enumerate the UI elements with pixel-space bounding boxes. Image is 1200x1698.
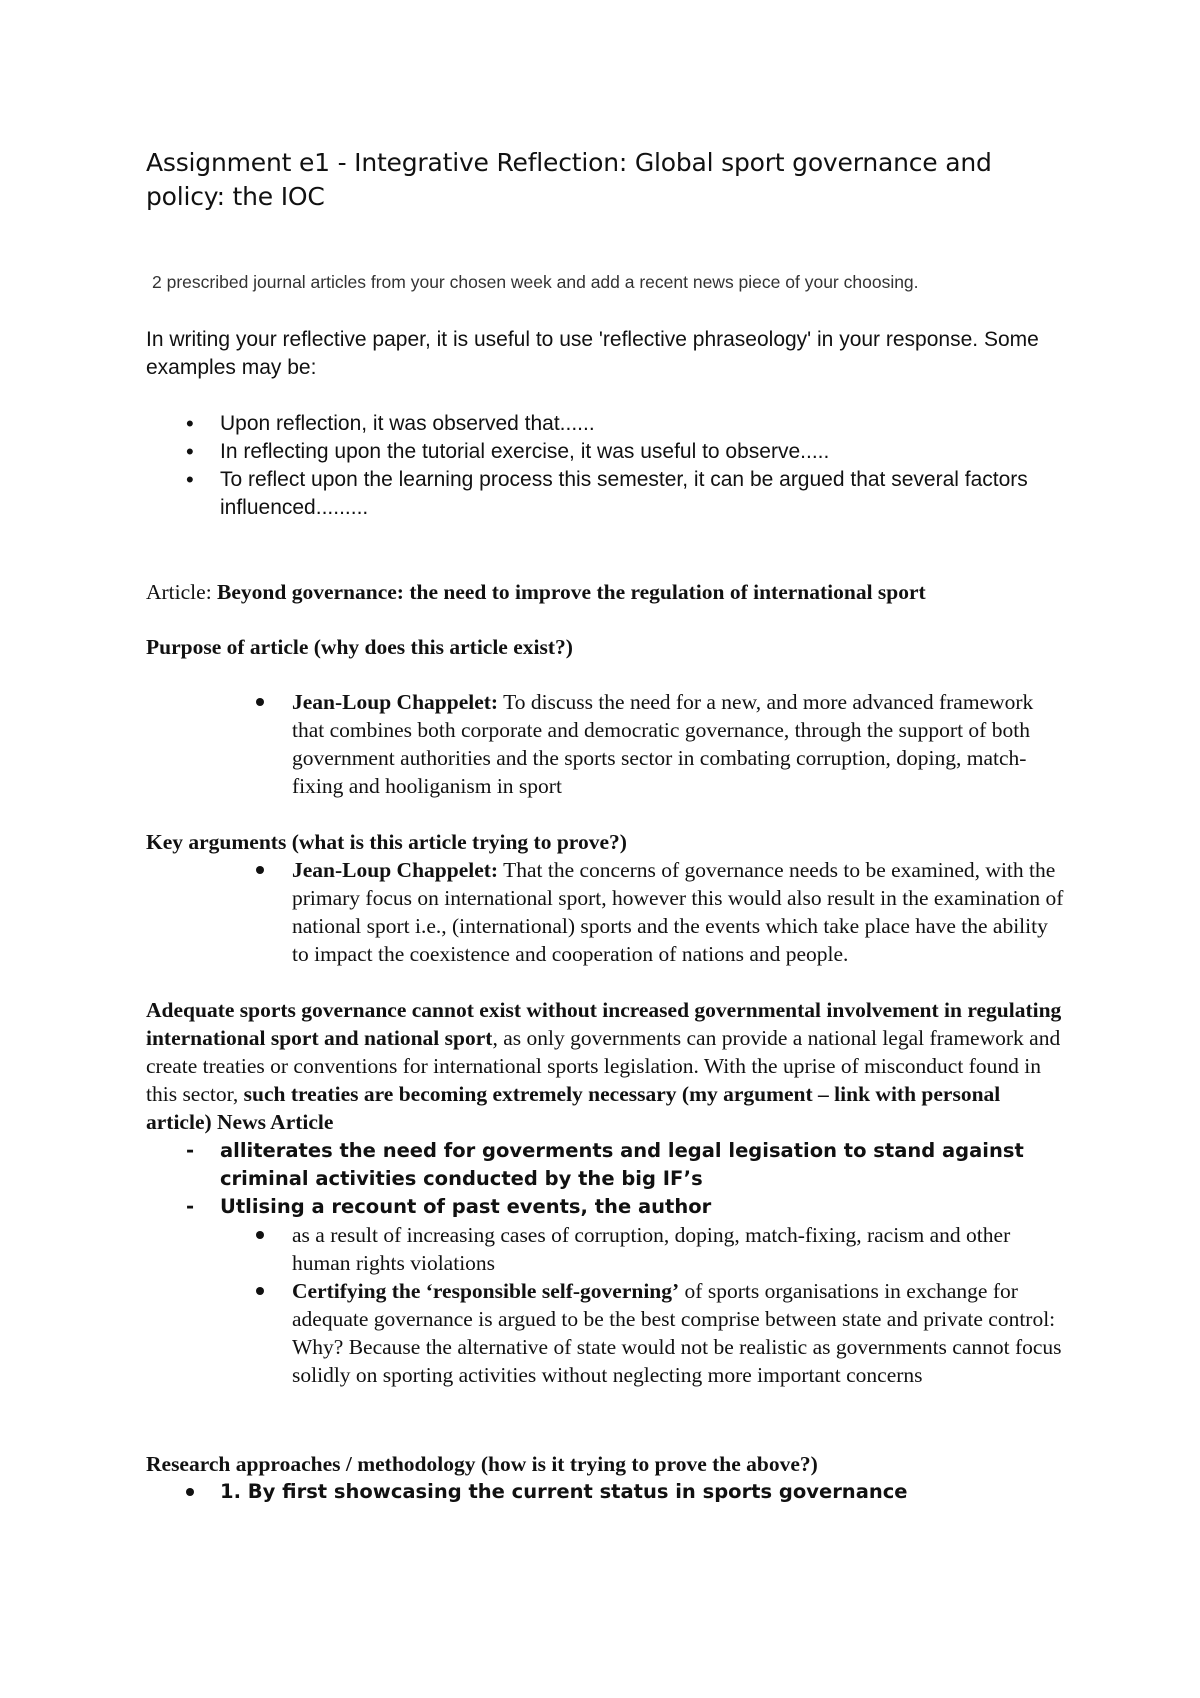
argument-text-1: , as only governments can provide a national legal framework and create treaties or conventions for international sports legislation. With the uprise of misconduct found in this sector, [146,1026,1061,1106]
article-line [146,578,1066,606]
methodology-heading [146,1450,1066,1478]
argument-bold-2: such treaties are becoming extremely necessary (my argument – link with personal article) News Article [146,1082,1001,1134]
key-arguments-heading [146,828,1066,856]
argument-paragraph [146,996,1066,1136]
argument-bold-1: Adequate sports governance cannot exist without increased governmental involvement in regulating international sport and national sport [146,998,1062,1050]
author-points-list [146,1221,1066,1389]
list-item [146,1277,1066,1389]
sub-item-text: of sports organisations in exchange for adequate governance is argued to be the best comprise between state and private control: Why? Because the alternative of state would not be realistic as governments cannot focus solidly on sporting activities without neglecting more important concerns [292,1279,1062,1387]
purpose-heading [146,633,1066,661]
reflective-examples-list [146,410,1046,522]
page-title: Assignment e1 - Integrative Reflection: Global sport governance and policy: the IOC [146,148,992,211]
methodology-list [146,1478,1066,1506]
intro-line: 2 prescribed journal articles from your chosen week and add a recent news piece of your choosing. [152,272,919,292]
reflective-paragraph: In writing your reflective paper, it is useful to use 'reflective phraseology' in your response. Some examples may be: [146,328,1039,379]
key-arguments-list [146,856,1066,968]
list-item: - Utlising a recount of past events, the author [146,1193,1066,1221]
list-item [146,688,1066,800]
list-item: • In reflecting upon the tutorial exercise, it was useful to observe..... [146,438,1046,466]
list-item: as a result of increasing cases of corruption, doping, match-fixing, racism and other human rights violations [146,1221,1066,1277]
list-item: - alliterates the need for goverments and legal legisation to stand against criminal activities conducted by the big IF’s [146,1137,1066,1193]
article-label: Article: [146,580,212,604]
methodology-item-text: 1. By first showcasing the current status in sports governance [220,1480,908,1503]
list-item [146,856,1066,968]
author-name: Jean-Loup Chappelet: [292,690,499,714]
sub-item-bold: Certifying the ‘responsible self-governing’ [292,1279,680,1303]
methodology-heading-text: Research approaches / methodology (how is it trying to prove the above?) [146,1452,818,1476]
list-item: • Upon reflection, it was observed that...... [146,410,1046,438]
list-item: • To reflect upon the learning process this semester, it can be argued that several factors influenced......... [146,466,1046,522]
purpose-list [146,688,1066,800]
key-arguments-text: That the concerns of governance needs to be examined, with the primary focus on international sport, however this would also result in the examination of national sport i.e., (international) sports and the events which take place have the ability to impact the coexistence and cooperation of nations and people. [292,858,1064,966]
article-title: Beyond governance: the need to improve the regulation of international sport [217,580,926,604]
news-points-list [146,1137,1066,1221]
bullet-icon [186,1488,194,1496]
purpose-text: To discuss the need for a new, and more advanced framework that combines both corporate and democratic governance, through the support of both government authorities and the sports sector in combating corruption, doping, match-fixing and hooliganism in sport [292,690,1034,798]
author-name: Jean-Loup Chappelet: [292,858,499,882]
key-arguments-heading-text: Key arguments (what is this article trying to prove?) [146,830,627,854]
list-item [146,1478,1066,1506]
purpose-heading-text: Purpose of article (why does this article exist?) [146,635,573,659]
